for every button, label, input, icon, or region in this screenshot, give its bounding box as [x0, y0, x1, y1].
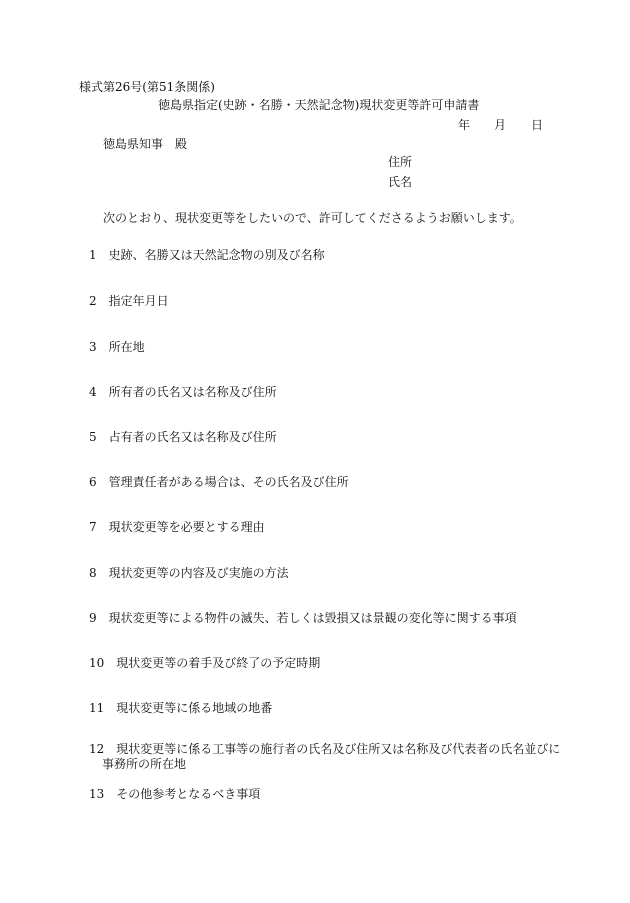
list-item — [89, 475, 349, 490]
item-label: 現状変更等に係る工事等の施行者の氏名及び住所又は名称及び代表者の氏名並びに — [116, 742, 561, 756]
list-item — [89, 787, 260, 802]
list-item — [89, 294, 169, 309]
item-label: 指定年月日 — [108, 294, 169, 308]
list-item — [89, 248, 325, 263]
list-item — [89, 340, 145, 355]
item-label: 占有者の氏名又は名称及び住所 — [108, 430, 277, 444]
item-label-continuation: 事務所の所在地 — [102, 757, 187, 771]
date-year-label: 年 — [458, 118, 471, 132]
date-month-label: 月 — [494, 118, 507, 132]
date-day-label: 日 — [531, 118, 544, 132]
item-label: 現状変更等の内容及び実施の方法 — [108, 566, 289, 580]
intro-text: 次のとおり、現状変更等をしたいので、許可してくださるようお願いします。 — [103, 211, 522, 225]
item-number: 12 — [89, 742, 105, 756]
item-number: 2 — [89, 294, 97, 308]
item-label: その他参考となるべき事項 — [116, 787, 261, 801]
item-label: 現状変更等による物件の滅失、若しくは毀損又は景観の変化等に関する事項 — [108, 611, 517, 625]
applicant-name-label: 氏名 — [388, 175, 413, 189]
item-number: 4 — [89, 385, 97, 399]
item-number: 6 — [89, 475, 97, 489]
item-number: 8 — [89, 566, 97, 580]
item-label: 史跡、名勝又は天然記念物の別及び名称 — [108, 248, 325, 262]
item-number: 11 — [89, 701, 105, 715]
applicant-address-label: 住所 — [388, 155, 413, 169]
addressee: 徳島県知事 殿 — [103, 137, 188, 151]
item-label: 管理責任者がある場合は、その氏名及び住所 — [108, 475, 349, 489]
item-label: 現状変更等に係る地域の地番 — [116, 701, 273, 715]
list-item — [89, 656, 320, 671]
item-number: 3 — [89, 340, 97, 354]
item-label: 所在地 — [108, 340, 145, 354]
item-number: 9 — [89, 611, 97, 625]
list-item — [89, 566, 289, 581]
list-item — [89, 385, 277, 400]
item-label: 現状変更等の着手及び終了の予定時期 — [116, 656, 321, 670]
list-item — [89, 430, 277, 445]
list-item — [89, 742, 560, 772]
form-number: 様式第26号(第51条関係) — [79, 80, 215, 94]
item-number: 10 — [89, 656, 105, 670]
document-title: 徳島県指定(史跡・名勝・天然記念物)現状変更等許可申請書 — [158, 98, 480, 112]
list-item — [89, 701, 272, 716]
item-number: 7 — [89, 520, 97, 534]
item-number: 13 — [89, 787, 105, 801]
list-item — [89, 611, 517, 626]
item-label: 所有者の氏名又は名称及び住所 — [108, 385, 277, 399]
list-item — [89, 520, 265, 535]
item-number: 5 — [89, 430, 97, 444]
item-number: 1 — [89, 248, 97, 262]
item-label: 現状変更等を必要とする理由 — [108, 520, 265, 534]
